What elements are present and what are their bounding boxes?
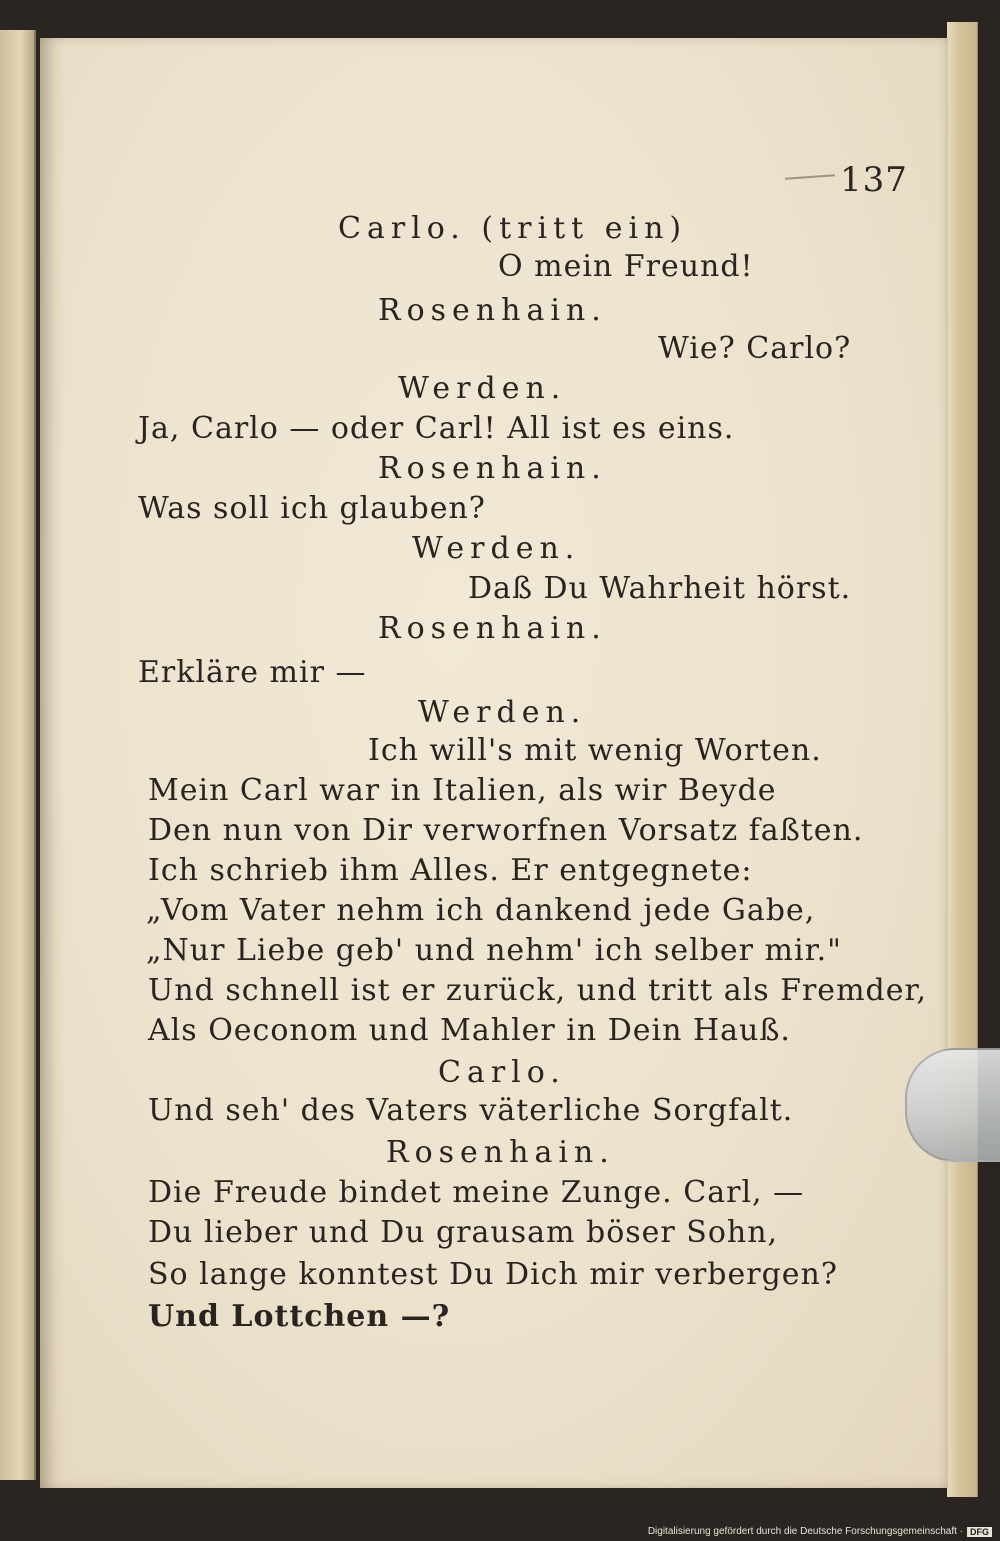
speaker-name: Carlo. <box>438 1055 566 1090</box>
page-number-mark <box>785 174 835 179</box>
credit-text: Digitalisierung gefördert durch die Deutsche Forschungsgemeinschaft · <box>647 1526 963 1537</box>
speaker-name: Rosenhain. <box>378 611 607 646</box>
text-line: Was soll ich glauben? <box>138 491 486 526</box>
text-line: Du lieber und Du grausam böser Sohn, <box>148 1215 779 1250</box>
text-line: Carlo. (tritt ein) <box>338 211 688 246</box>
speaker-name: Rosenhain. <box>378 293 607 328</box>
text-line: O mein Freund! <box>498 249 754 284</box>
text-line: Daß Du Wahrheit hörst. <box>468 571 852 606</box>
digitization-credit <box>648 1526 992 1537</box>
facing-page-edge <box>0 30 36 1480</box>
dfg-logo: DFG <box>967 1527 992 1537</box>
text-line: Und Lottchen —? <box>148 1299 451 1334</box>
speaker-name: Werden. <box>418 695 587 730</box>
text-line: Die Freude bindet meine Zunge. Carl, — <box>148 1175 805 1210</box>
text-line: Ja, Carlo — oder Carl! All ist es eins. <box>138 411 735 446</box>
text-line: Wie? Carlo? <box>658 331 852 366</box>
speaker-name: Rosenhain. <box>378 451 607 486</box>
text-line: Mein Carl war in Italien, als wir Beyde <box>148 773 777 808</box>
book-page <box>40 38 948 1488</box>
text-line: Als Oeconom und Mahler in Dein Hauß. <box>148 1013 791 1048</box>
page-clip <box>905 1048 1000 1162</box>
text-line: Den nun von Dir verworfnen Vorsatz faßten. <box>148 813 864 848</box>
speaker-name: Werden. <box>398 371 567 406</box>
page-stack-edge <box>947 22 978 1497</box>
text-line: „Nur Liebe geb' und nehm' ich selber mir." <box>146 933 842 968</box>
text-line: So lange konntest Du Dich mir verbergen? <box>148 1257 838 1292</box>
text-line: Ich will's mit wenig Worten. <box>368 733 822 768</box>
text-line: Erkläre mir — <box>138 655 367 690</box>
text-line: „Vom Vater nehm ich dankend jede Gabe, <box>146 893 816 928</box>
speaker-name: Rosenhain. <box>386 1135 615 1170</box>
text-line: Und schnell ist er zurück, und tritt als Fremder, <box>148 973 928 1008</box>
text-line: Und seh' des Vaters väterliche Sorgfalt. <box>148 1093 794 1128</box>
speaker-name: Werden. <box>412 531 581 566</box>
page-number: 137 <box>840 160 908 200</box>
text-line: Ich schrieb ihm Alles. Er entgegnete: <box>148 853 753 888</box>
